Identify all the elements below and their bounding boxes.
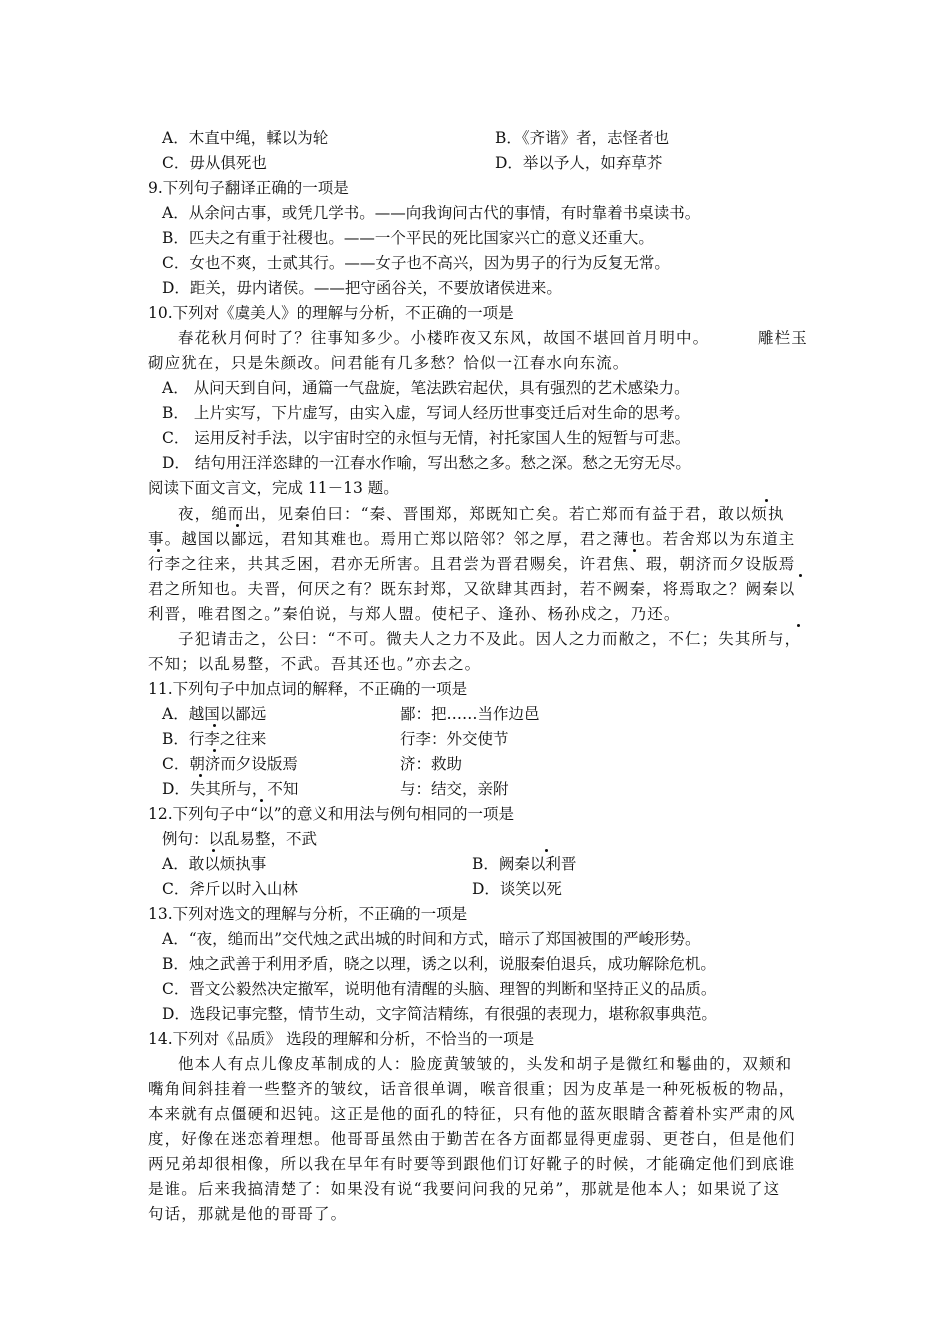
passage-line: 君之所知也。夫晋，何厌之有？既东封郑，又欲肆其西封，若不阙秦，将焉取之？阙秦以 [148, 580, 796, 598]
q8-option-b: B．《齐谐》者，志怪者也 [495, 129, 670, 147]
q12-option-b: B．阙秦以利晋 [472, 855, 577, 873]
q12-option-row [162, 853, 832, 875]
q12-option-row [162, 878, 832, 900]
q13-stem: 13.下列对选文的理解与分析，不正确的一项是 [148, 905, 468, 923]
q10-option-b: B． 上片实写，下片虚写，由实入虚，写词人经历世事变迁后对生命的思考。 [162, 404, 690, 422]
q11-option-row [162, 728, 832, 750]
q12-option-d: D．谈笑以死 [472, 880, 562, 898]
passage-line: 夜，缒而出，见秦伯曰：“秦、晋围郑，郑既知亡矣。若亡郑而有益于君，敢以烦执 [178, 505, 785, 523]
q10-option-c: C． 运用反衬手法，以宇宙时空的永恒与无情，衬托家国人生的短暂与可悲。 [162, 429, 691, 447]
q12-option-c: C．斧斤以时入山林 [162, 880, 298, 898]
passage-line: 事。越国以鄙远，君知其难也。焉用亡郑以陪邻？邻之厚，君之薄也。若舍郑以为东道主 [148, 530, 796, 548]
q11-option-row [162, 703, 832, 725]
emphasis-dot [545, 849, 548, 852]
emphasis-dot [797, 624, 800, 627]
q8-option-d: D．举以予人，如弃草芥 [495, 154, 663, 172]
q8-option-a: A．木直中绳，輮以为轮 [162, 129, 329, 147]
q14-passage-line: 他本人有点儿像皮革制成的人：脸庞黄皱皱的，头发和胡子是微红和鬈曲的，双颊和 [178, 1055, 793, 1073]
passage-line: 利晋，唯君图之。”秦伯说，与郑人盟。使杞子、逢孙、杨孙戍之，乃还。 [148, 605, 681, 623]
passage-line: 子犯请击之，公曰：“不可。微夫人之力不及此。因人之力而敝之，不仁；失其所与， [178, 630, 802, 648]
q10-option-d: D． 结句用汪洋恣肆的一江春水作喻，写出愁之多。愁之深。愁之无穷无尽。 [162, 454, 691, 472]
q10-poem-line [178, 327, 848, 349]
emphasis-dot [213, 724, 216, 727]
q13-option-c: C．晋文公毅然决定撤军，说明他有清醒的头脑、理智的判断和坚持正义的品质。 [162, 980, 717, 998]
q9-option-a: A．从余问古事，或凭几学书。——向我询问古代的事情，有时靠着书桌读书。 [162, 204, 701, 222]
passage-line: 行李之往来，共其乏困，君亦无所害。且君尝为晋君赐矣，许君焦、瑕，朝济而夕设版焉 [148, 555, 796, 573]
q12-stem: 12.下列句子中“以”的意义和用法与例句相同的一项是 [148, 805, 514, 823]
q11-option-a: A．越国以鄙远 [162, 705, 267, 723]
emphasis-dot [213, 749, 216, 752]
q13-option-d: D．选段记事完整，情节生动，文字简洁精练，有很强的表现力，堪称叙事典范。 [162, 1005, 717, 1023]
q14-passage-line: 句话，那就是他的哥哥了。 [148, 1205, 348, 1223]
q14-passage-line: 嘴角间斜挂着一些整齐的皱纹，话音很单调，喉音很重；因为皮革是一种死板板的物品， [148, 1080, 796, 1098]
q14-passage-line: 本来就有点僵硬和迟钝。这正是他的面孔的特征，只有他的蓝灰眼睛含蓄着朴实严肃的风 [148, 1105, 796, 1123]
emphasis-dot [212, 849, 215, 852]
q8-option-c: C．毋从俱死也 [162, 154, 267, 172]
q11-answer-c: 济：救助 [400, 755, 463, 773]
q11-answer-d: 与：结交，亲附 [400, 780, 509, 798]
q11-stem: 11.下列句子中加点词的解释，不正确的一项是 [148, 680, 468, 698]
passage-line: 不知；以乱易整，不武。吾其还也。”亦去之。 [148, 655, 482, 673]
emphasis-dot [633, 549, 636, 552]
q14-stem: 14.下列对《品质》 选段的理解和分析，不恰当的一项是 [148, 1030, 535, 1048]
q11-answer-b: 行李：外交使节 [400, 730, 509, 748]
q10-poem-text: 春花秋月何时了？往事知多少。小楼昨夜又东风，故国不堪回首月明中。 [178, 329, 710, 347]
q8-option-row [162, 127, 832, 149]
q9-option-b: B．匹夫之有重于社稷也。——一个平民的死比国家兴亡的意义还重大。 [162, 229, 654, 247]
q12-option-a: A．敢以烦执事 [162, 855, 267, 873]
q8-option-row [162, 152, 832, 174]
q11-option-b: B．行李之往来 [162, 730, 267, 748]
q10-poem-tail: 雕栏玉 [758, 329, 808, 347]
q14-passage-line: 度，好像在迷恋着理想。他哥哥虽然由于勤苦在各方面都显得更虚弱、更苍白，但是他们 [148, 1130, 796, 1148]
emphasis-dot [157, 549, 160, 552]
q11-option-c: C．朝济而夕设版焉 [162, 755, 298, 773]
reading-intro: 阅读下面文言文，完成 11－13 题。 [148, 479, 399, 497]
q9-option-d: D．距关，毋内诸侯。——把守函谷关，不要放诸侯进来。 [162, 279, 562, 297]
emphasis-dot [799, 574, 802, 577]
emphasis-dot [199, 774, 202, 777]
q11-option-d: D．失其所与，不知 [162, 780, 299, 798]
q12-example: 例句：以乱易整，不武 [162, 830, 318, 848]
q10-option-a: A． 从问天到自问，通篇一气盘旋，笔法跌宕起伏，具有强烈的艺术感染力。 [162, 379, 690, 397]
emphasis-dot [260, 799, 263, 802]
q11-option-row [162, 778, 832, 800]
q11-option-row [162, 753, 832, 775]
q10-stem: 10.下列对《虞美人》的理解与分析，不正确的一项是 [148, 304, 514, 322]
q13-option-a: A．“夜，缒而出”交代烛之武出城的时间和方式，暗示了郑国被围的严峻形势。 [162, 930, 701, 948]
q14-passage-line: 是谁。后来我搞清楚了：如果没有说“我要问问我的兄弟”，那就是他本人；如果说了这 [148, 1180, 781, 1198]
q13-option-b: B．烛之武善于利用矛盾，晓之以理，诱之以利，说服秦伯退兵，成功解除危机。 [162, 955, 716, 973]
q11-answer-a: 鄙：把……当作边邑 [400, 705, 540, 723]
q9-stem: 9.下列句子翻译正确的一项是 [148, 179, 349, 197]
emphasis-dot [765, 499, 768, 502]
q10-poem-line: 砌应犹在，只是朱颜改。问君能有几多愁？恰似一江春水向东流。 [148, 354, 630, 372]
q14-passage-line: 两兄弟却很相像，所以我在早年有时要等到跟他们订好靴子的时候，才能确定他们到底谁 [148, 1155, 796, 1173]
q9-option-c: C．女也不爽，士贰其行。——女子也不高兴，因为男子的行为反复无常。 [162, 254, 670, 272]
emphasis-dot [236, 524, 239, 527]
